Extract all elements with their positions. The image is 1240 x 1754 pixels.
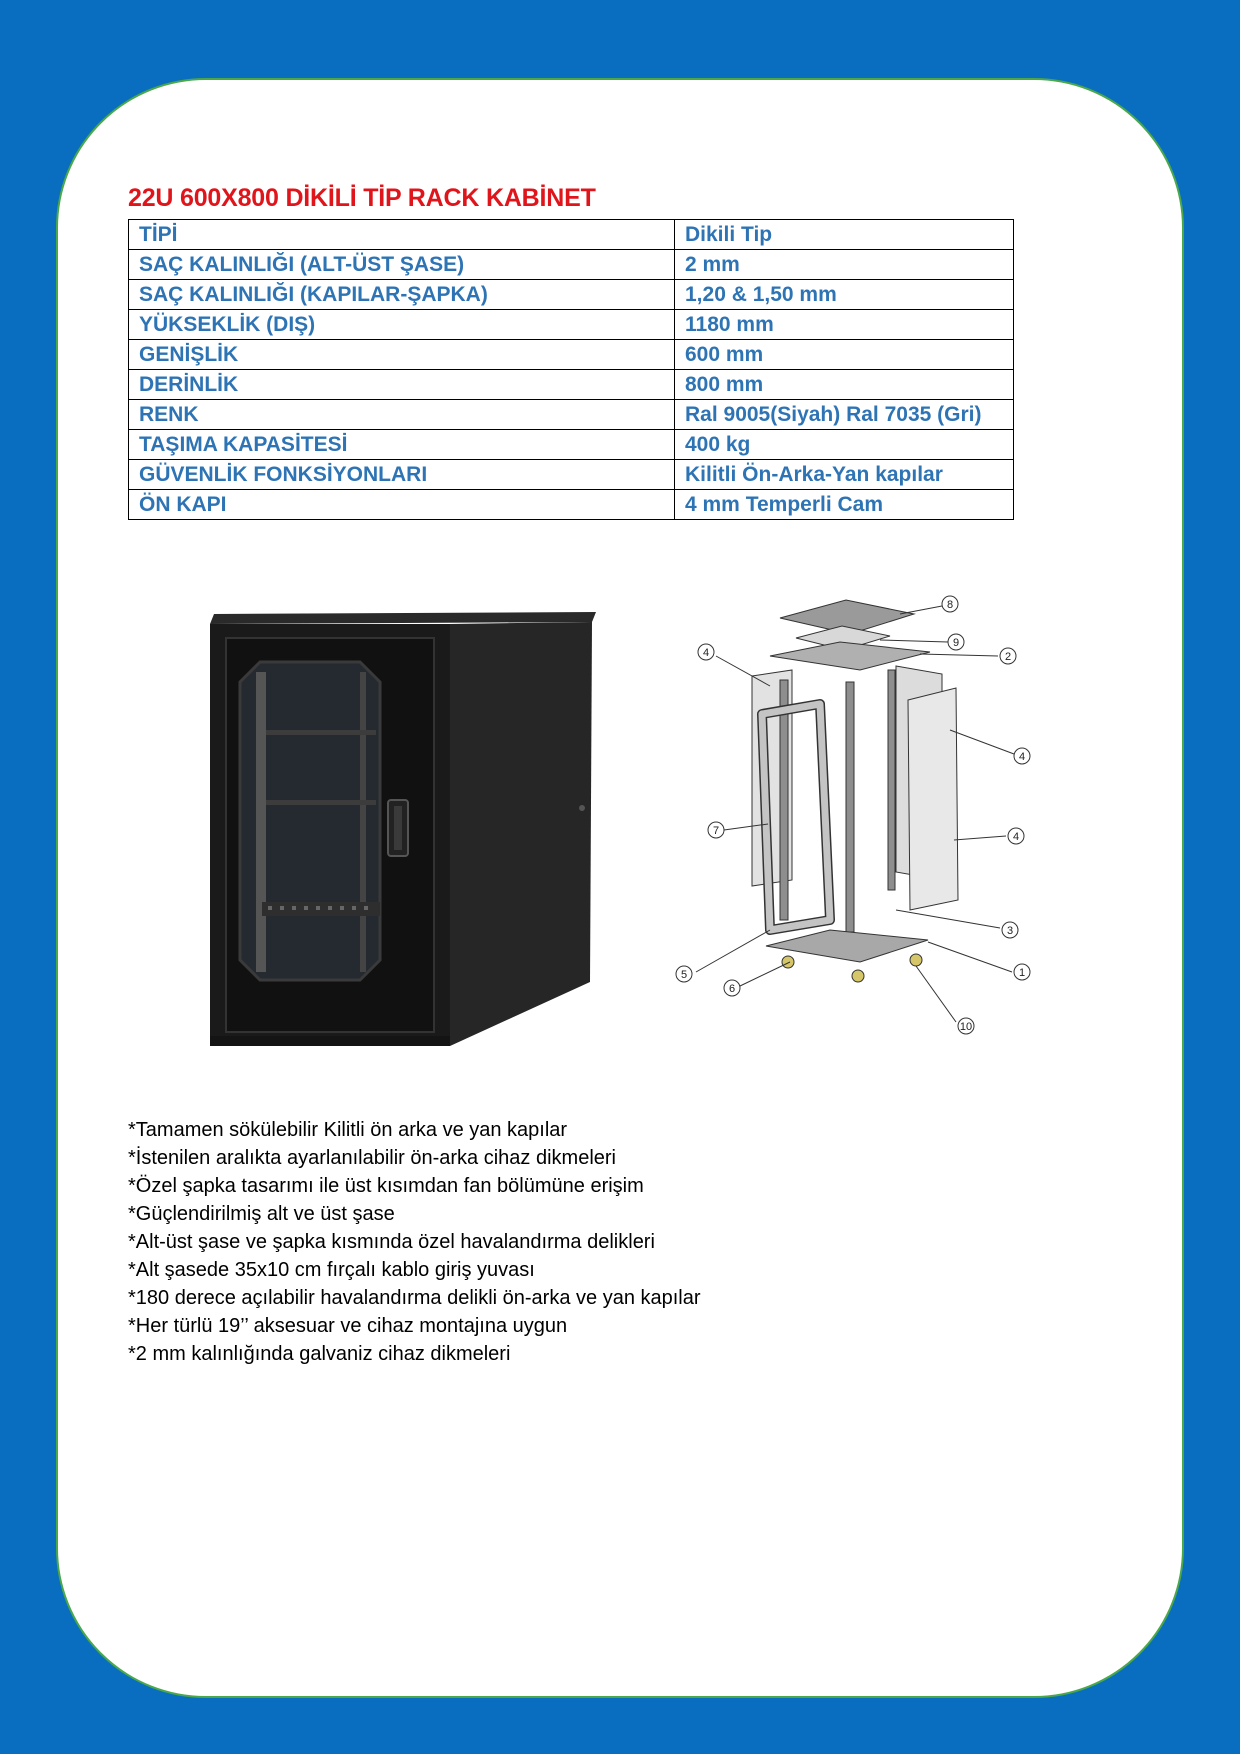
callout-number: 5 — [680, 969, 688, 981]
callout-number: 4 — [1018, 751, 1026, 763]
feature-item: *İstenilen aralıkta ayarlanılabilir ön-arka cihaz dikmeleri — [128, 1147, 616, 1169]
callout-number: 7 — [712, 825, 720, 837]
spec-label: GENİŞLİK — [129, 340, 675, 370]
exploded-diagram — [670, 590, 1070, 1050]
spec-label: TAŞIMA KAPASİTESİ — [129, 430, 675, 460]
spec-value: 1,20 & 1,50 mm — [675, 280, 1014, 310]
callout-number: 1 — [1018, 967, 1026, 979]
spec-table — [128, 219, 1014, 520]
spec-value: 2 mm — [675, 250, 1014, 280]
callout-number: 2 — [1004, 651, 1012, 663]
spec-label: TİPİ — [129, 220, 675, 250]
feature-item: *Güçlendirilmiş alt ve üst şase — [128, 1203, 395, 1225]
spec-value: 4 mm Temperli Cam — [675, 490, 1014, 520]
callout-number: 10 — [959, 1021, 973, 1033]
spec-label: SAÇ KALINLIĞI (KAPILAR-ŞAPKA) — [129, 280, 675, 310]
feature-item: *Her türlü 19’’ aksesuar ve cihaz montajına uygun — [128, 1315, 568, 1337]
spec-row — [129, 250, 1014, 280]
feature-item: *Alt şasede 35x10 cm fırçalı kablo giriş yuvası — [128, 1259, 535, 1281]
spec-value: 400 kg — [675, 430, 1014, 460]
feature-item: *180 derece açılabilir havalandırma delikli ön-arka ve yan kapılar — [128, 1287, 701, 1309]
spec-label: YÜKSEKLİK (DIŞ) — [129, 310, 675, 340]
spec-row — [129, 490, 1014, 520]
spec-row — [129, 400, 1014, 430]
spec-row — [129, 310, 1014, 340]
spec-row — [129, 370, 1014, 400]
feature-item: *Tamamen sökülebilir Kilitli ön arka ve yan kapılar — [128, 1119, 568, 1141]
spec-value: 1180 mm — [675, 310, 1014, 340]
spec-value: Kilitli Ön-Arka-Yan kapılar — [675, 460, 1014, 490]
cabinet-photo — [200, 600, 600, 1060]
spec-value: 800 mm — [675, 370, 1014, 400]
callout-number: 3 — [1006, 925, 1014, 937]
callout-number: 4 — [1012, 831, 1020, 843]
spec-row — [129, 220, 1014, 250]
feature-item: *Özel şapka tasarımı ile üst kısımdan fan bölümüne erişim — [128, 1175, 644, 1197]
callout-number: 6 — [728, 983, 736, 995]
spec-row — [129, 340, 1014, 370]
spec-value: Ral 9005(Siyah) Ral 7035 (Gri) — [675, 400, 1014, 430]
callout-number: 4 — [702, 647, 710, 659]
spec-row — [129, 280, 1014, 310]
spec-value: 600 mm — [675, 340, 1014, 370]
feature-list — [128, 1116, 701, 1368]
spec-label: GÜVENLİK FONKSİYONLARI — [129, 460, 675, 490]
spec-row — [129, 430, 1014, 460]
callout-number: 8 — [946, 599, 954, 611]
page-title: 22U 600X800 DİKİLİ TİP RACK KABİNET — [128, 184, 596, 212]
feature-item: *Alt-üst şase ve şapka kısmında özel havalandırma delikleri — [128, 1231, 655, 1253]
spec-label: RENK — [129, 400, 675, 430]
spec-label: SAÇ KALINLIĞI (ALT-ÜST ŞASE) — [129, 250, 675, 280]
spec-row — [129, 460, 1014, 490]
spec-label: ÖN KAPI — [129, 490, 675, 520]
callout-number: 9 — [952, 637, 960, 649]
feature-item: *2 mm kalınlığında galvaniz cihaz dikmeleri — [128, 1343, 511, 1365]
spec-label: DERİNLİK — [129, 370, 675, 400]
spec-value: Dikili Tip — [675, 220, 1014, 250]
